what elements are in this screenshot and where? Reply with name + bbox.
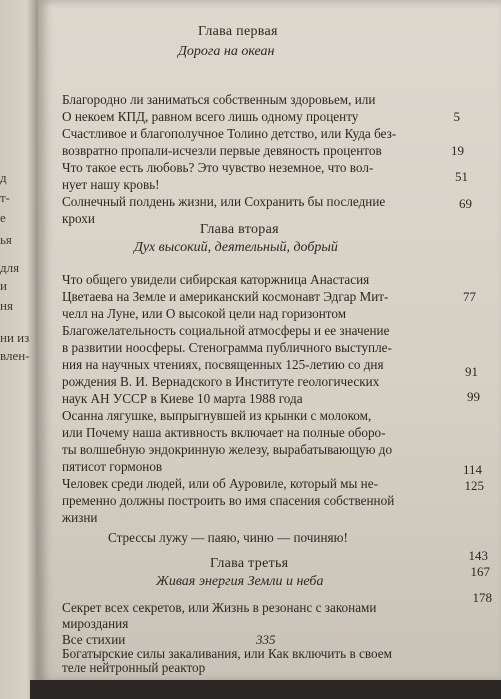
page-number: 167 (470, 564, 490, 579)
left-fragment: ня (0, 298, 13, 313)
toc-line: ния на научных чтениях, посвященных 125-летию со дня (62, 357, 384, 372)
page-number: 114 (462, 462, 482, 477)
chapter-subtitle: Дорога на океан (178, 44, 275, 59)
chapter-subtitle: Живая энергия Земли и неба (156, 574, 324, 589)
toc-line: Стрессы лужу — паяю, чиню — починяю! (108, 530, 348, 545)
page-number: 143 (468, 548, 488, 563)
folio-page-number: 335 (256, 632, 276, 647)
page-number: 77 (463, 289, 476, 304)
toc-line: Солнечный полдень жизни, или Сохранить бы последние (62, 194, 386, 209)
toc-line: жизни (62, 510, 98, 525)
toc-line: Цветаева на Земле и американский космонавт Эдгар Мит- (62, 289, 389, 304)
toc-line: Все стихии (62, 632, 126, 647)
toc-line: Счастливое и благополучное Толино детство, или Куда без- (62, 126, 397, 141)
table-of-contents (38, 0, 501, 682)
left-fragment: и (0, 278, 7, 293)
toc-line: Осанна лягушке, выпрыгнувшей из крынки с молоком, (62, 408, 372, 423)
toc-line: нует нашу кровь! (62, 177, 160, 192)
toc-line: теле нейтронный реактор (62, 660, 206, 675)
toc-line: О некоем КПД, равном всего лишь одному проценту (62, 109, 359, 124)
left-fragment: д (0, 170, 7, 185)
page-number: 69 (459, 196, 472, 211)
page-number: 91 (465, 364, 478, 379)
chapter-subtitle: Дух высокий, деятельный, добрый (134, 240, 338, 255)
toc-line: в развитии ноосферы. Стенограмма публичного выступле- (62, 340, 392, 355)
page-number: 51 (455, 169, 468, 184)
toc-line: пятисот гормонов (62, 459, 163, 474)
chapter-title: Глава первая (198, 24, 278, 39)
toc-line: мироздания (62, 616, 129, 631)
left-page-edge (0, 0, 38, 699)
toc-line: Секрет всех секретов, или Жизнь в резонанс с законами (62, 600, 377, 615)
toc-line: Благожелательность социальной атмосферы и ее значение (62, 323, 390, 338)
left-fragment: ни из (0, 330, 30, 345)
toc-line: рождения В. И. Вернадского в Институте геологических (62, 374, 380, 389)
toc-line: пременно должны построить во имя спасения собственной (62, 493, 395, 508)
page-number: 125 (464, 478, 484, 493)
page-number: 19 (451, 143, 464, 158)
left-fragment: для (0, 260, 20, 275)
left-fragment: е (0, 210, 6, 225)
page-number: 99 (467, 389, 480, 404)
left-fragment: влен- (0, 348, 30, 363)
toc-line: крохи (62, 211, 95, 226)
toc-line: Благородно ли заниматься собственным здоровьем, или (62, 92, 376, 107)
toc-line: челл на Луне, или О высокой цели над горизонтом (62, 306, 347, 321)
toc-line: Человек среди людей, или об Ауровиле, который мы не- (62, 476, 378, 491)
toc-line: Что общего увидели сибирская каторжница Анастасия (62, 272, 370, 287)
book-page (38, 0, 501, 682)
page-number: 178 (472, 590, 492, 605)
left-fragment: ья (0, 232, 12, 247)
toc-line: или Почему наша активность включает на полные оборо- (62, 425, 386, 440)
toc-line: возвратно пропали-исчезли первые девяность процентов (62, 143, 382, 158)
toc-line: наук АН УССР в Киеве 10 марта 1988 года (62, 391, 303, 406)
page-number: 5 (453, 109, 460, 124)
toc-line: Богатырские силы закаливания, или Как включить в своем (62, 646, 392, 661)
chapter-title: Глава третья (210, 556, 289, 571)
toc-line: ты волшебную эндокринную железу, вырабатывающую до (62, 442, 393, 457)
background-surface (30, 680, 501, 699)
chapter-title: Глава вторая (200, 222, 279, 237)
toc-line: Что такое есть любовь? Это чувство неземное, что вол- (62, 160, 374, 175)
left-fragment: т- (0, 190, 11, 205)
